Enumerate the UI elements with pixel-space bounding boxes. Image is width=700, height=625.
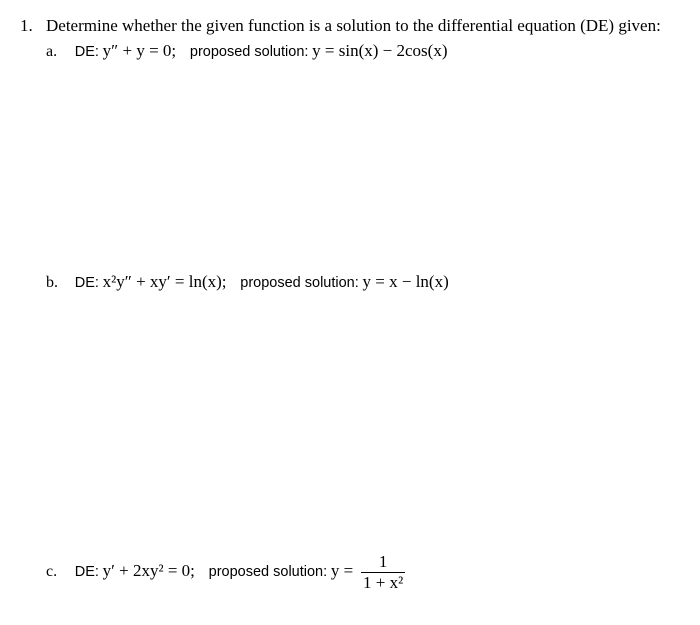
part-c (46, 553, 405, 592)
part-b (46, 273, 449, 291)
part-c-solution-numerator: 1 (361, 553, 405, 573)
part-c-solution-denominator: 1 + x² (362, 572, 404, 592)
part-a-de-prefix: DE: (74, 44, 99, 60)
part-b-de-prefix: DE: (74, 275, 99, 291)
part-a-label: a. (46, 43, 58, 60)
part-b-solution: y = x − ln(x) (362, 272, 449, 291)
part-c-de-equation: y′ + 2xy² = 0; (102, 560, 195, 580)
part-b-de-equation: x²y″ + xy′ = ln(x); (102, 272, 227, 291)
part-b-label: b. (46, 274, 58, 291)
part-b-proposed-prefix: proposed solution: (240, 275, 359, 291)
part-a-de-equation: y″ + y = 0; (102, 41, 177, 60)
part-c-proposed-prefix: proposed solution: (208, 563, 328, 580)
question-text: Determine whether the given function is a solution to the differential equation (DE) given: (46, 16, 661, 35)
question-number: 1. (20, 16, 33, 35)
part-a (46, 42, 447, 60)
part-c-solution-fraction (361, 553, 405, 592)
question-1 (20, 16, 661, 36)
part-c-solution-lhs: y = (330, 560, 354, 580)
part-c-de-prefix: DE: (74, 563, 99, 580)
part-a-proposed-prefix: proposed solution: (189, 44, 309, 60)
part-a-solution: y = sin(x) − 2cos(x) (312, 41, 448, 60)
part-c-label: c. (46, 562, 58, 580)
